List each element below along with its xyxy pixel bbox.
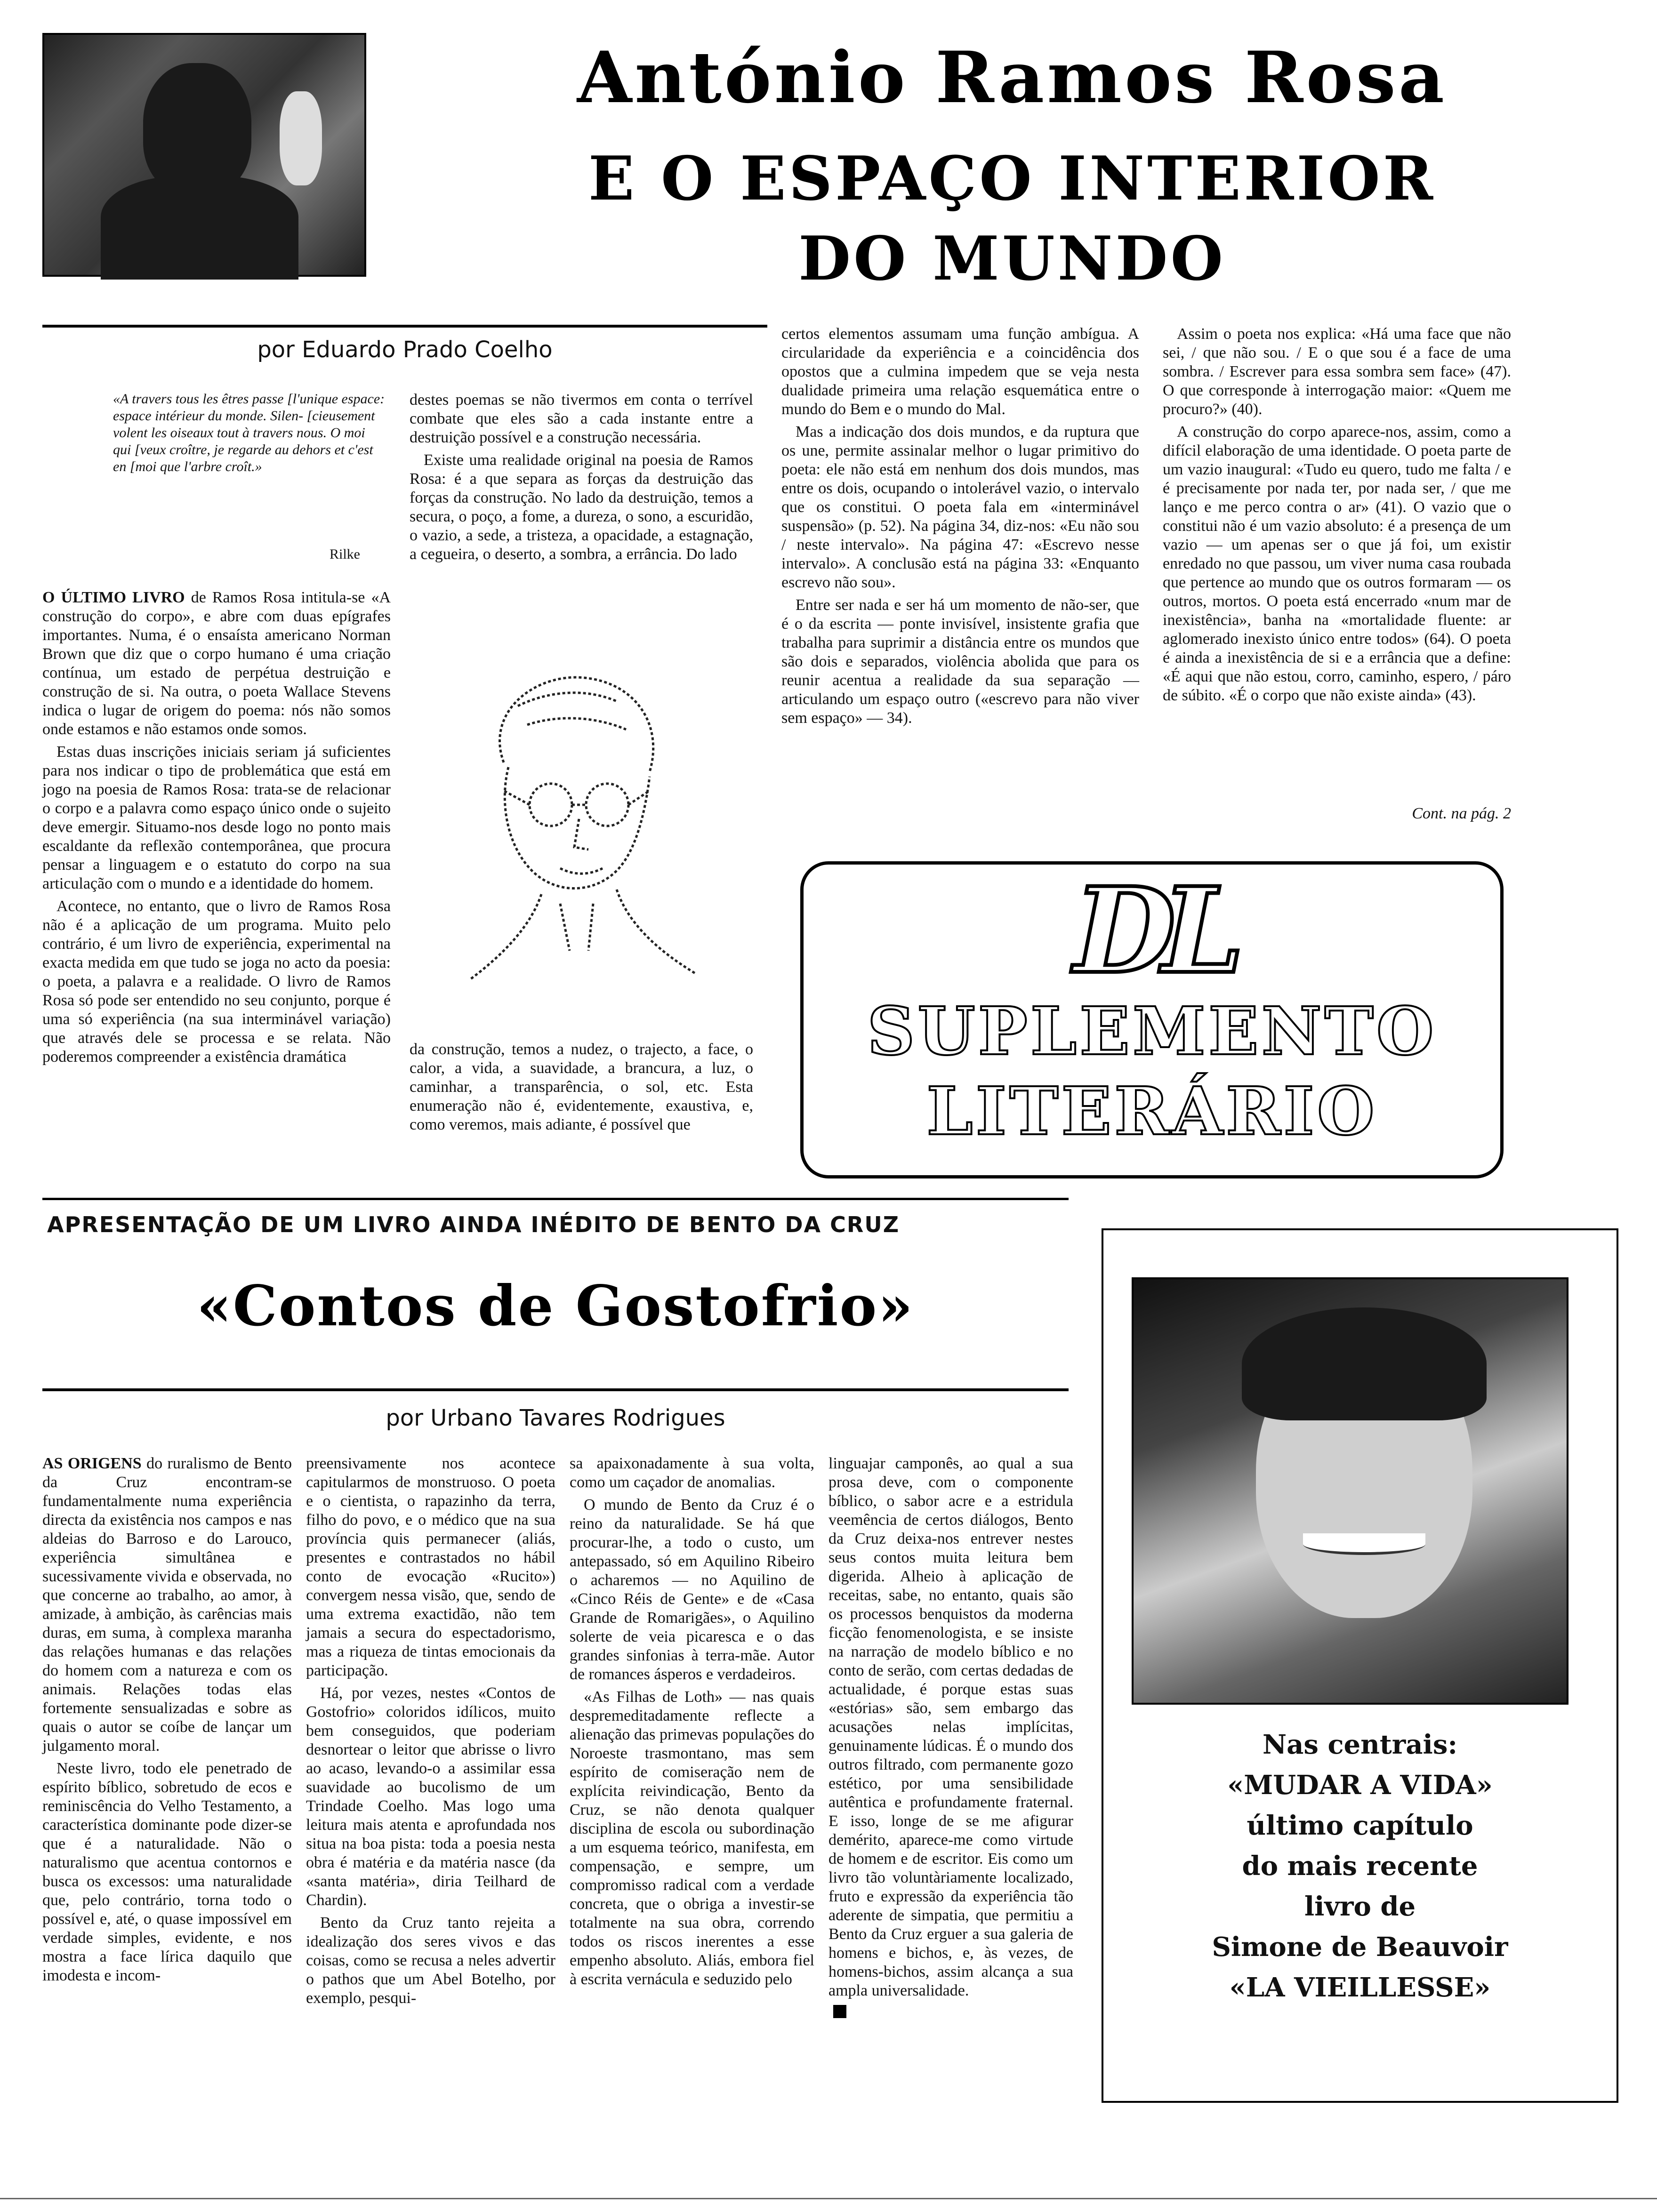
- sidebar-text: [1103, 1724, 1617, 2008]
- author-photo: [42, 33, 366, 277]
- continued-note[interactable]: Cont. na pág. 2: [1412, 805, 1511, 822]
- sidebar-line: «MUDAR A VIDA»: [1227, 1770, 1493, 1801]
- paragraph: O mundo de Bento da Cruz é o reino da naturalidade. Se há que procurar-lhe, a todo o custo, um antepassado, só em Aquilino Ribeiro o acharemos — no Aquilino de «Cinco Réis de Gente» e de «Casa Grande de Romarigães», o Aquilino solerte de veia picaresca e o das grandes sinfonias à terra-mãe. Autor de romances ásperos e verdadeiros.: [570, 1496, 814, 1683]
- paragraph: do ruralismo de Bento da Cruz encontram-se fundamentalmente numa experiência directa da existência nos campos e nas aldeias do Barroso e do Larouco, experiência simultânea e sucessivamente vivida e observada, no que concerne ao trabalho, ao amor, à amizade, à ambição, às carências mais duras, em suma, à complexa maranha das relações humanas e das relações do homem com a natureza e com os animais. Relações todas elas fortemente sensualizadas e sobre as quais o autor se coíbe de lançar um julgamento moral.: [42, 1455, 292, 1755]
- article2-column-2: [306, 1454, 555, 2012]
- article2-byline-rule: [42, 1388, 1069, 1391]
- epigraph-author: Rilke: [330, 546, 360, 562]
- article2-byline: por Urbano Tavares Rodrigues: [386, 1405, 725, 1431]
- sidebar-line: Simone de Beauvoir: [1212, 1931, 1508, 1963]
- paragraph: de Ramos Rosa intitula-se «A construção do corpo», e abre com duas epígrafes importantes. Numa, é o ensaísta americano Norman Brown que diz que o corpo humano é uma criação contínua, um estado de perpétua destruição e construção de si. Na outra, o poeta Wallace Stevens indica o lugar de origem do poema: nós não somos onde estamos e não estamos onde somos.: [42, 589, 391, 738]
- paragraph: Entre ser nada e ser há um momento de não-ser, que é o da escrita — ponte invisível, insistente grafia que trabalha para suprimir a distância entre os mundos que são dois e separados, violência abolida que para os reunir acentua a realidade da sua separação — articulando um espaço outro («escrevo para não viver sem espaço» — 34).: [781, 596, 1139, 727]
- dl-logo: DL: [1073, 861, 1231, 1000]
- paragraph: A construção do corpo aparece-nos, assim, como a difícil elaboração de uma identidade. O poeta parte de um vazio inaugural: «Tudo eu quero, tudo me falta / e é precisamente por nada ter, por nada ser, / que me lanço e me perco contra o ar» (41). O vazio que o constitui não é um vazio absoluto: é a presença de um vazio — um apenas ser o que já foi, um existir enredado no que passou, um viver numa casa roubada que pertence ao mundo que os outros formaram — os outros, mortos. O poeta está encerrado «num mar de inexistência», banha na «mortalidade fluente: ar aglomerado inexisto único entre todos» (64). O poeta é ainda a inexistência de si e a errância que a define: «É aqui que não estou, corro, caminho, espero, / páro de súbito. «É o corpo que não existe ainda» (43).: [1163, 423, 1511, 704]
- article2-column-1: [42, 1454, 292, 1989]
- sidebar-line: «LA VIEILLESSE»: [1229, 1972, 1491, 2003]
- paragraph: Assim o poeta nos explica: «Há uma face que não sei, / que não sou. / E o que sou é a face de uma sombra. / Escrever para essa sombra sem face» (47). O que corresponde à interrogação maior: «Quem me procuro?» (40).: [1163, 325, 1511, 418]
- paragraph: linguajar camponês, ao qual a sua prosa deve, com o componente bíblico, o sabor acre e a estridula veemência de certos diálogos, Bento da Cruz deixa-nos entrever nestes seus contos muita leitura bem digerida. Alheio à aplicação de receitas, sabe, no entanto, quais são os processos benquistos da moderna ficção fenomenologista, e se insiste na narração de modelo bíblico e no conto de serão, com certas dedadas de actualidade, é porque estas suas «estórias» são, sem embargo das acusações nelas implícitas, genuinamente lúdicas. É o mundo dos outros filtrado, com permanente gozo estético, por uma sensibilidade autêntica e profundamente fraternal. E isso, longe de se me afigurar demérito, aparece-me como virtude de homem e de escritor. Eis como um livro tão voluntàriamente localizado, fruto e expressão da experiência tão aderente de simpatia, que permitiu a Bento da Cruz erguer a sua galeria de homens e bichos, e, às vezes, de homens-bichos, assim alcança a sua ampla universalidade.: [828, 1455, 1073, 1999]
- paragraph: Mas a indicação dos dois mundos, e da ruptura que os une, permite assinalar melhor o lugar primitivo do poeta: ele não está em nenhum dos dois mundos, mas entre os dois, ocupando o intolerável vazio, o intervalo que os constitui. O poeta fala em «interminável suspensão» (p. 52). Na página 34, diz-nos: «Eu não sou / neste intervalo». Na página 47: «Escrevo nesse intervalo». A conclusão está na página 33: «Enquanto escrevo não sou».: [781, 423, 1139, 591]
- page-bottom-rule: [0, 2198, 1657, 2199]
- paragraph: preensivamente nos acontece capitularmos de monstruoso. O poeta e o cientista, o rapazinho da terra, filho do povo, e o médico que na sua província quis permanecer (aliás, presentes e contrastados no hábil conto de evocação «Rucito») convergem nessa visão, que, sendo de uma extrema exactidão, não tem jamais a secura do espectadorismo, mas a riqueza de tintas emocionais da participação.: [306, 1455, 555, 1679]
- article2-column-4: [828, 1454, 1073, 2023]
- lead-text: AS ORIGENS: [42, 1455, 142, 1472]
- paragraph: certos elementos assumam uma função ambígua. A circularidade da experiência e a coincidência dos opostos que a culmina impedem que se veja nesta dualidade primeira uma relação esquemática entre o mundo do Bem e o mundo do Mal.: [781, 325, 1139, 418]
- lead-text: O ÚLTIMO LIVRO: [42, 589, 185, 606]
- end-mark: [833, 2005, 846, 2018]
- article2-kicker: APRESENTAÇÃO DE UM LIVRO AINDA INÉDITO DE BENTO DA CRUZ: [47, 1212, 900, 1237]
- article1-column-2-top: [410, 391, 753, 568]
- supplement-title-line2: LITERÁRIO: [926, 1073, 1377, 1150]
- paragraph: da construção, temos a nudez, o trajecto, a face, o calor, a vida, a suavidade, a brancura, a luz, o caminhar, a transparência, o sol, etc. Esta enumeração não é, evidentemente, exaustiva, e, como veremos, mais adiante, é possível que: [410, 1041, 753, 1133]
- supplement-box: [800, 861, 1504, 1178]
- sidebar-line: do mais recente: [1242, 1851, 1478, 1882]
- paragraph: «As Filhas de Loth» — nas quais despremeditadamente reflecte a alienação das primevas populações do Noroeste trasmontano, mas sem espírito de comiseração nem de explícita reivindicação, Bento da Cruz, se não denota qualquer disciplina de escola ou subordinação a um esquema teórico, manifesta, em compensação, e sempre, um compromisso radical com a verdade concreta, que o obriga a investir-se totalmente na sua obra, correndo todos os riscos inerentes a esse empenho absoluto. Aliás, embora fiel à escrita vernácula e seduzido pelo: [570, 1688, 814, 1988]
- article2-title: «Contos de Gostofrio»: [197, 1273, 914, 1338]
- paragraph: sa apaixonadamente à sua volta, como um caçador de anomalias.: [570, 1455, 814, 1491]
- paragraph: Existe uma realidade original na poesia de Ramos Rosa: é a que separa as forças da destruição das forças da construção. No lado da destruição, temos a secura, o poço, a fome, a dureza, o sono, a escuridão, o vazio, a sede, a tristeza, a opacidade, a estagnação, a cegueira, o deserto, a sombra, a errância. Do lado: [410, 451, 753, 563]
- sidebar-line: livro de: [1304, 1891, 1416, 1922]
- epigraph-text: «A travers tous les êtres passe [l'unique espace: espace intérieur du monde. Silen- [cieusement volent les oiseaux tout à travers nous. O moi qui [veux croître, je regarde au dehors et c'est en [moi que l'arbre croît.»: [113, 391, 385, 474]
- article-title: António Ramos Rosa: [577, 36, 1448, 119]
- article-subtitle-line2: DO MUNDO: [798, 224, 1226, 294]
- supplement-title-line1: SUPLEMENTO: [867, 993, 1437, 1070]
- article1-column-4: [1163, 325, 1511, 709]
- paragraph: destes poemas se não tivermos em conta o terrível combate que eles são a cada instante entre a destruição possível e a construção necessária.: [410, 391, 753, 446]
- header-rule: [42, 325, 767, 328]
- poet-sketch: [414, 649, 744, 1017]
- paragraph: Neste livro, todo ele penetrado de espírito bíblico, sobretudo de ecos e reminiscência do Velho Testamento, a característica dominante pode dizer-se que é a naturalidade. Não o naturalismo que acentua contornos e busca os excessos: uma naturalidade que, pelo contrário, torna todo o possível e, até, o quase impossível em verdade simples, evidente, e nos mostra a face lírica daquilo que imodesta e incom-: [42, 1760, 292, 1984]
- article-subtitle-line1: E O ESPAÇO INTERIOR: [588, 144, 1436, 214]
- paragraph: Bento da Cruz tanto rejeita a idealização dos seres vivos e das coisas, como se recusa a neles advertir o pathos que um Abel Botelho, por exemplo, pesqui-: [306, 1914, 555, 2007]
- sidebar-line: Nas centrais:: [1262, 1729, 1458, 1760]
- simone-de-beauvoir-photo: [1132, 1277, 1569, 1705]
- paragraph: Acontece, no entanto, que o livro de Ramos Rosa não é a aplicação de um programa. Muito pelo contrário, é um livro de experiência, experimental na exacta medida em que tudo se joga no acto da poesia: o poeta, a palavra e a realidade. O livro de Ramos Rosa só pode ser entendido no seu conjunto, porque é uma só experiência (na sua interminável variação) que através dele se processa e se relata. Não poderemos compreender a existência dramática: [42, 898, 391, 1066]
- article2-column-3: [570, 1454, 814, 1993]
- paragraph: Há, por vezes, nestes «Contos de Gostofrio» coloridos idílicos, muito bem conseguidos, que poderiam desnortear o leitor que abrisse o livro ao acaso, levando-o a assimilar essa suavidade ao bucolismo de um Trindade Coelho. Mas logo uma leitura mais atenta e aprofundada nos situa na boa pista: toda a poesia nesta obra é matéria e da matéria nasce (da «santa matéria», diria Teilhard de Chardin).: [306, 1684, 555, 1909]
- article2-top-rule: [42, 1198, 1069, 1200]
- sidebar-box: [1102, 1228, 1618, 2103]
- paragraph: Estas duas inscrições iniciais seriam já suficientes para nos indicar o tipo de problemática que está em jogo na poesia de Ramos Rosa: trata-se de relacionar o corpo e a palavra como espaço único onde o sujeito deve emergir. Situamo-nos desde logo no ponto mais escaldante da reflexão contemporânea, que procura pensar a linguagem e o estatuto do corpo na sua articulação com o mundo e a identidade do homem.: [42, 743, 391, 892]
- article-byline: por Eduardo Prado Coelho: [257, 337, 553, 363]
- article1-column-2-bottom: [410, 1040, 753, 1138]
- sidebar-line: último capítulo: [1247, 1810, 1473, 1841]
- article1-column-3: [781, 325, 1139, 731]
- article1-column-1: [42, 588, 391, 1070]
- epigraph: [113, 391, 386, 475]
